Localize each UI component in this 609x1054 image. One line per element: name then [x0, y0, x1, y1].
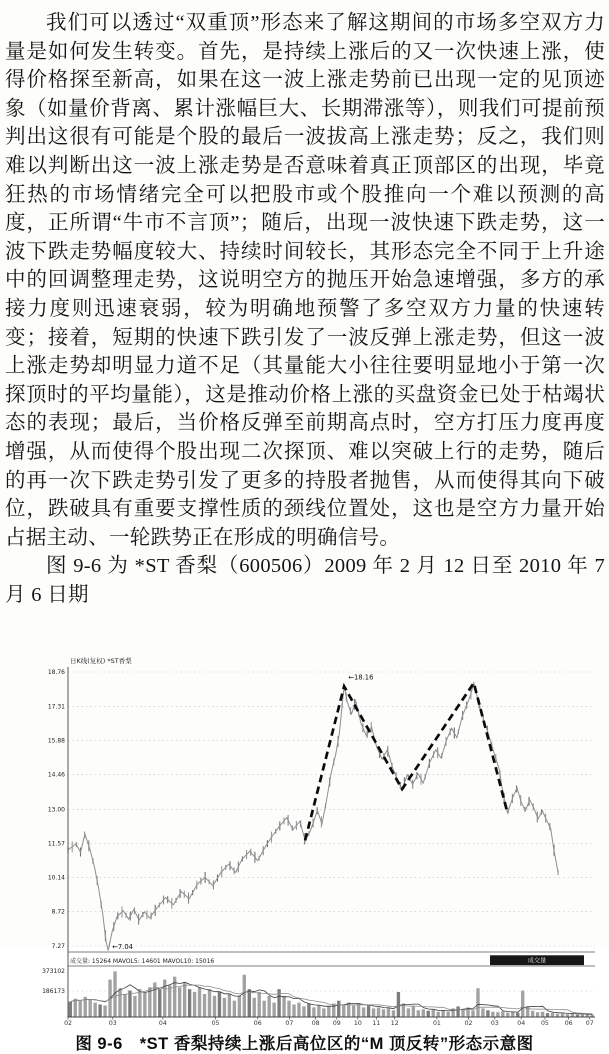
svg-text:10: 10 [353, 1020, 362, 1028]
svg-text:04: 04 [158, 1020, 167, 1028]
paragraph-figure-intro: 图 9-6 为 *ST 香梨（600506）2009 年 2 月 12 日至 2010 年 7 月 6 日期 [5, 555, 605, 606]
stock-chart-svg [38, 655, 600, 1027]
svg-text:11: 11 [372, 1020, 381, 1028]
svg-text:7.27: 7.27 [51, 943, 65, 951]
svg-text:03: 03 [490, 1020, 499, 1028]
svg-text:日K线(复权) *ST香梨: 日K线(复权) *ST香梨 [70, 657, 132, 666]
volume-header [70, 956, 584, 966]
svg-text:09: 09 [332, 1020, 341, 1028]
figure-caption: 图 9-6 *ST 香梨持续上涨后高位区的“M 顶反转”形态示意图 [75, 1035, 534, 1054]
svg-text:02: 02 [64, 1020, 72, 1028]
svg-text:04: 04 [517, 1020, 526, 1028]
svg-text:18.76: 18.76 [47, 669, 65, 677]
svg-text:←18.16: ←18.16 [348, 673, 374, 682]
stock-chart-figure [38, 655, 600, 1027]
svg-text:11.57: 11.57 [47, 840, 65, 848]
svg-text:05: 05 [211, 1020, 220, 1028]
svg-text:05: 05 [540, 1020, 549, 1028]
svg-text:373102: 373102 [42, 968, 65, 976]
svg-text:01: 01 [432, 1020, 441, 1028]
svg-text:成交量: 15264 MAVOL5: 14601 MAVOL: 成交量: 15264 MAVOL5: 14601 MAVOL10: 15016 [70, 958, 215, 966]
svg-text:07: 07 [585, 1020, 594, 1028]
svg-text:07: 07 [285, 1020, 294, 1028]
annotations [112, 674, 373, 951]
svg-text:←7.04: ←7.04 [112, 943, 134, 952]
svg-text:186173: 186173 [42, 988, 65, 996]
svg-text:02: 02 [464, 1020, 473, 1028]
volume-bars [69, 972, 594, 1018]
svg-text:13.00: 13.00 [47, 806, 65, 814]
paragraph-main: 我们可以透过“双重顶”形态来了解这期间的市场多空双方力量是如何发生转变。首先，是持续上涨后的又一次快速上涨，使得价格探至新高，如果在这一波上涨走势前已出现一定的见顶迹象（如量价背离、累计涨幅巨大、长期滞涨等），则我们可提前预判出这很有可能是个股的最后一波拔高上涨走势；反之，我们则难以判断出这一波上涨走势是否意味着真正顶部区的出现，毕竟狂热的市场情绪完全可以把股市或个股推向一个难以预测的高度，正所谓“牛市不言顶”；随后，出现一波快速下跌走势，这一波下跌走势幅度较大、持续时间较长，其形态完全不同于上升途中的回调整理走势，这说明空方的抛压开始急速增强，多方的承接力度则迅速衰弱，较为明确地预警了多空双方力量的快速转变；接着，短期的快速下跌引发了一波反弹上涨走势，但这一波上涨走势却明显力道不足（其量能大小往往要明显地小于第一次探顶时的平均量能），这是推动价格上涨的买盘资金已处于枯竭状态的表现；最后，当价格反弹至前期高点时，空方打压力度再度增强，从而使得个股出现二次探顶、难以突破上行的走势，随后的再一次下跌走势引发了更多的持股者抛售，从而使得其向下破位，跌破具有重要支撑性质的颈线位置处，这也是空方力量开始占据主动、一轮跌势正在形成的明确信号。 [5, 12, 605, 549]
svg-text:14.46: 14.46 [47, 772, 65, 780]
price-axis-labels [42, 669, 65, 995]
svg-text:17.31: 17.31 [47, 704, 65, 712]
svg-text:12: 12 [390, 1020, 399, 1028]
svg-text:成交量: 成交量 [527, 957, 547, 965]
svg-text:06: 06 [564, 1020, 573, 1028]
svg-text:06: 06 [253, 1020, 262, 1028]
svg-text:10.14: 10.14 [47, 875, 65, 883]
chart-header [70, 656, 132, 665]
x-axis-labels [64, 1017, 594, 1027]
svg-text:03: 03 [108, 1020, 117, 1028]
svg-text:15.88: 15.88 [47, 738, 65, 746]
svg-text:08: 08 [311, 1020, 320, 1028]
gridlines [68, 672, 595, 991]
svg-text:8.72: 8.72 [51, 908, 65, 916]
